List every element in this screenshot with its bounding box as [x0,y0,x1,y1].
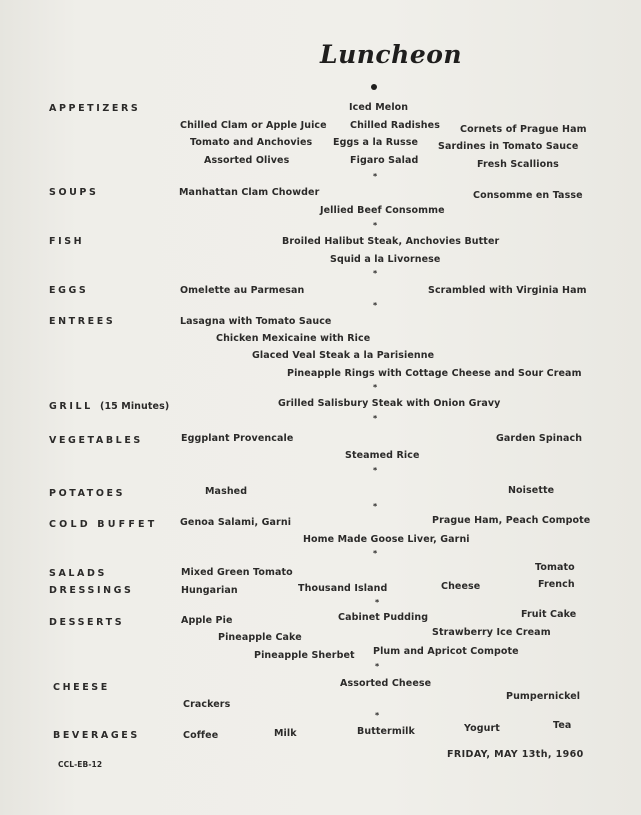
separator-star: * [373,414,378,423]
menu-item: Squid a la Livornese [330,254,441,265]
menu-item: Pineapple Rings with Cottage Cheese and Sour Cream [287,368,582,379]
category-entrees: ENTREES [49,316,116,327]
menu-item: Glaced Veal Steak a la Parisienne [252,350,435,361]
menu-item: Prague Ham, Peach Compote [432,515,591,526]
menu-item: Steamed Rice [345,450,420,461]
menu-item: Jellied Beef Consomme [320,205,445,216]
menu-item: Coffee [183,730,219,741]
separator-star: * [373,502,378,511]
category-cheese: CHEESE [53,682,110,693]
separator-star: * [375,662,380,671]
menu-item: Tea [553,720,572,731]
category-eggs: EGGS [49,285,89,296]
category-desserts: DESSERTS [49,617,125,628]
menu-item: Chilled Clam or Apple Juice [180,120,327,131]
category-potatoes: POTATOES [49,488,126,499]
menu-item: Assorted Olives [204,155,290,166]
menu-item: Mashed [205,486,248,497]
menu-item: Crackers [183,699,231,710]
menu-item: Scrambled with Virginia Ham [428,285,587,296]
category-grill: GRILL [49,401,93,412]
separator-star: * [373,221,378,230]
menu-item: Eggs a la Russe [333,137,419,148]
menu-item: Consomme en Tasse [473,190,583,201]
menu-title: Luncheon [320,40,463,69]
grill-time-note: (15 Minutes) [100,401,170,412]
menu-item: Manhattan Clam Chowder [179,187,320,198]
menu-item: Pineapple Sherbet [254,650,355,661]
menu-item: Lasagna with Tomato Sauce [180,316,332,327]
menu-item: Garden Spinach [496,433,583,444]
separator-star: * [375,598,380,607]
menu-item: Assorted Cheese [340,678,432,689]
menu-item: Fresh Scallions [477,159,559,170]
category-vegetables: VEGETABLES [49,435,143,446]
menu-item: Tomato [535,562,575,573]
menu-item: Thousand Island [298,583,388,594]
category-cold-buffet: COLD BUFFET [49,519,158,530]
category-salads: SALADS [49,568,107,579]
menu-item: Chilled Radishes [350,120,440,131]
menu-item: Milk [274,728,297,739]
category-appetizers: APPETIZERS [49,103,141,114]
menu-item: French [538,579,575,590]
menu-item: Broiled Halibut Steak, Anchovies Butter [282,236,500,247]
menu-item: Apple Pie [181,615,233,626]
menu-item: Cheese [441,581,481,592]
menu-item: Genoa Salami, Garni [180,517,292,528]
category-fish: FISH [49,236,85,247]
menu-item: Home Made Goose Liver, Garni [303,534,470,545]
menu-item: Noisette [508,485,555,496]
menu-item: Plum and Apricot Compote [373,646,519,657]
menu-item: Iced Melon [349,102,409,113]
menu-item: Tomato and Anchovies [190,137,313,148]
menu-item: Buttermilk [357,726,415,737]
menu-date: FRIDAY, MAY 13th, 1960 [447,749,584,760]
menu-item: Strawberry Ice Cream [432,627,551,638]
separator-star: * [373,549,378,558]
menu-code: CCL-EB-12 [58,760,103,769]
menu-item: Mixed Green Tomato [181,567,293,578]
separator-star: * [373,172,378,181]
menu-item: Grilled Salisbury Steak with Onion Gravy [278,398,501,409]
category-dressings: DRESSINGS [49,585,134,596]
title-ornament-dot [371,84,377,90]
menu-item: Omelette au Parmesan [180,285,305,296]
menu-item: Cornets of Prague Ham [460,124,587,135]
menu-item: Figaro Salad [350,155,419,166]
menu-item: Pineapple Cake [218,632,302,643]
category-beverages: BEVERAGES [53,730,140,741]
menu-item: Hungarian [181,585,238,596]
category-soups: SOUPS [49,187,99,198]
separator-star: * [373,301,378,310]
menu-item: Cabinet Pudding [338,612,429,623]
separator-star: * [373,269,378,278]
separator-star: * [375,711,380,720]
separator-star: * [373,466,378,475]
separator-star: * [373,383,378,392]
menu-item: Eggplant Provencale [181,433,294,444]
menu-item: Yogurt [464,723,500,734]
menu-item: Fruit Cake [521,609,577,620]
menu-item: Pumpernickel [506,691,581,702]
menu-item: Sardines in Tomato Sauce [438,141,579,152]
menu-item: Chicken Mexicaine with Rice [216,333,371,344]
